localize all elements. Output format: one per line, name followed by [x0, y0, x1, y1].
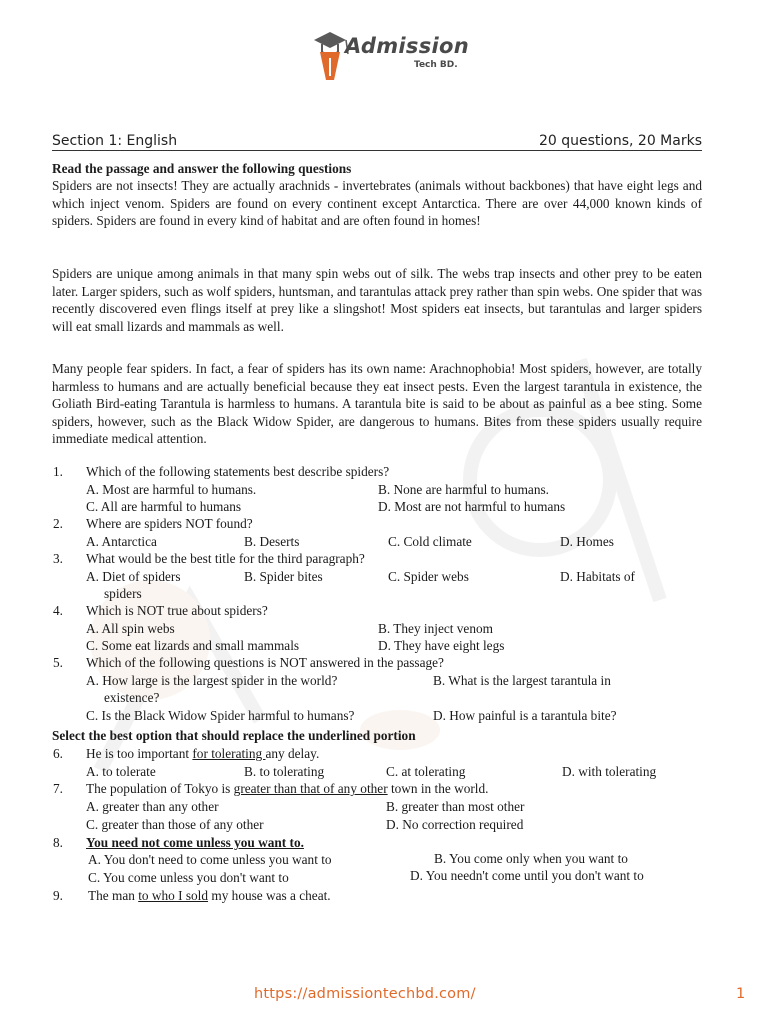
question-text: [86, 746, 319, 762]
underlined-portion: You need not come unless you want to.: [86, 835, 304, 850]
option[interactable]: A. Most are harmful to humans.: [86, 482, 257, 497]
question-text: What would be the best title for the third paragraph?: [86, 551, 365, 566]
underlined-portion: greater than that of any other: [233, 781, 388, 796]
option[interactable]: C. Is the Black Widow Spider harmful to humans?: [86, 708, 355, 723]
question-text: [88, 888, 331, 904]
question-number: 9.: [53, 888, 63, 903]
question-text-pre: The man: [88, 888, 139, 903]
option[interactable]: B. What is the largest tarantula in: [433, 673, 611, 688]
logo-title: Admission: [345, 34, 469, 58]
option[interactable]: B. greater than most other: [386, 799, 525, 814]
question-text: Which is NOT true about spiders?: [86, 603, 268, 618]
question-text-post: town in the world.: [387, 781, 489, 796]
question-text-pre: The population of Tokyo is: [86, 781, 234, 796]
page-number: 1: [736, 986, 746, 1002]
option[interactable]: A. greater than any other: [86, 799, 219, 814]
option[interactable]: D. You needn't come until you don't want to: [410, 868, 644, 883]
option[interactable]: B. to tolerating: [244, 764, 325, 779]
question-text: Which of the following questions is NOT answered in the passage?: [86, 655, 444, 670]
underlined-portion: for tolerating: [192, 746, 266, 761]
option[interactable]: C. at tolerating: [386, 764, 466, 779]
passage-paragraph-3: Many people fear spiders. In fact, a fear of spiders has its own name: Arachnophobia! Most spiders, however, are totally harmless to humans and are actually beneficial because they eat insect pests. Even the largest tarantula in existence, the Goliath Bird-eating Tarantula is harmless to humans. A tarantula bite is said to be about as painful as a bee sting. Some spiders, however, such as the Black Widow Spider, are dangerous to humans. Bites from these spiders usually require immediate medical attention.: [52, 361, 702, 447]
footer-website-link[interactable]: https://admissiontechbd.com/: [254, 986, 476, 1002]
option[interactable]: B. Spider bites: [244, 569, 323, 584]
option[interactable]: D. Habitats of: [560, 569, 635, 584]
option[interactable]: B. You come only when you want to: [434, 851, 628, 866]
question-number: 3.: [53, 551, 63, 566]
option[interactable]: D. No correction required: [386, 817, 524, 832]
question-number: 4.: [53, 603, 63, 618]
option[interactable]: C. Cold climate: [388, 534, 472, 549]
question-text: Where are spiders NOT found?: [86, 516, 253, 531]
passage-paragraph-2: Spiders are unique among animals in that many spin webs out of silk. The webs trap insects and other prey to be eaten later. Larger spiders, such as wolf spiders, huntsman, and tarantulas attack prey rather than spin webs. One spider that was recently discovered even flings itself at prey like a slingshot! Most spiders eat insects, but tarantulas and larger spiders will eat small lizards and mammals as well.: [52, 266, 702, 334]
option[interactable]: D. How painful is a tarantula bite?: [433, 708, 617, 723]
option[interactable]: D. with tolerating: [562, 764, 657, 779]
section-divider: [52, 150, 702, 151]
option[interactable]: A. Antarctica: [86, 534, 157, 549]
question-number: 5.: [53, 655, 63, 670]
question-text-pre: He is too important: [86, 746, 193, 761]
question-text-post: my house was a cheat.: [208, 888, 331, 903]
option-continuation: spiders: [104, 586, 142, 601]
option[interactable]: D. Most are not harmful to humans: [378, 499, 566, 514]
question-text: [86, 781, 488, 797]
logo-subtitle: Tech BD.: [414, 60, 458, 70]
question-number: 2.: [53, 516, 63, 531]
option[interactable]: A. All spin webs: [86, 621, 175, 636]
section-instruction: Select the best option that should replace the underlined portion: [52, 728, 416, 743]
option[interactable]: D. They have eight legs: [378, 638, 505, 653]
question-number: 8.: [53, 835, 63, 850]
question-text-post: any delay.: [265, 746, 320, 761]
option[interactable]: B. They inject venom: [378, 621, 493, 636]
option[interactable]: C. All are harmful to humans: [86, 499, 242, 514]
option[interactable]: C. Some eat lizards and small mammals: [86, 638, 300, 653]
option[interactable]: A. to tolerate: [86, 764, 156, 779]
passage-instruction: Read the passage and answer the following questions: [52, 161, 352, 176]
option[interactable]: D. Homes: [560, 534, 614, 549]
option[interactable]: B. Deserts: [244, 534, 300, 549]
section-marks: 20 questions, 20 Marks: [538, 133, 702, 149]
question-number: 7.: [53, 781, 63, 796]
underlined-portion: to who I sold: [138, 888, 209, 903]
option-continuation: existence?: [104, 690, 160, 705]
option[interactable]: A. How large is the largest spider in the world?: [86, 673, 338, 688]
question-text: Which of the following statements best describe spiders?: [86, 464, 390, 479]
passage-paragraph-1: Spiders are not insects! They are actually arachnids - invertebrates (animals without backbones) that have eight legs and which inject venom. Spiders are found on every continent except Antarctica. There are over 44,000 known kinds of spiders. Spiders are found in every kind of habitat and are often found in homes!: [52, 178, 702, 229]
question-number: 6.: [53, 746, 63, 761]
option[interactable]: A. You don't need to come unless you want to: [88, 852, 332, 867]
option[interactable]: C. You come unless you don't want to: [88, 870, 289, 885]
option[interactable]: C. greater than those of any other: [86, 817, 264, 832]
option[interactable]: A. Diet of spiders: [86, 569, 181, 584]
section-title: Section 1: English: [52, 133, 178, 149]
question-number: 1.: [53, 464, 63, 479]
option[interactable]: C. Spider webs: [388, 569, 469, 584]
option[interactable]: B. None are harmful to humans.: [378, 482, 549, 497]
question-text: [86, 835, 304, 851]
